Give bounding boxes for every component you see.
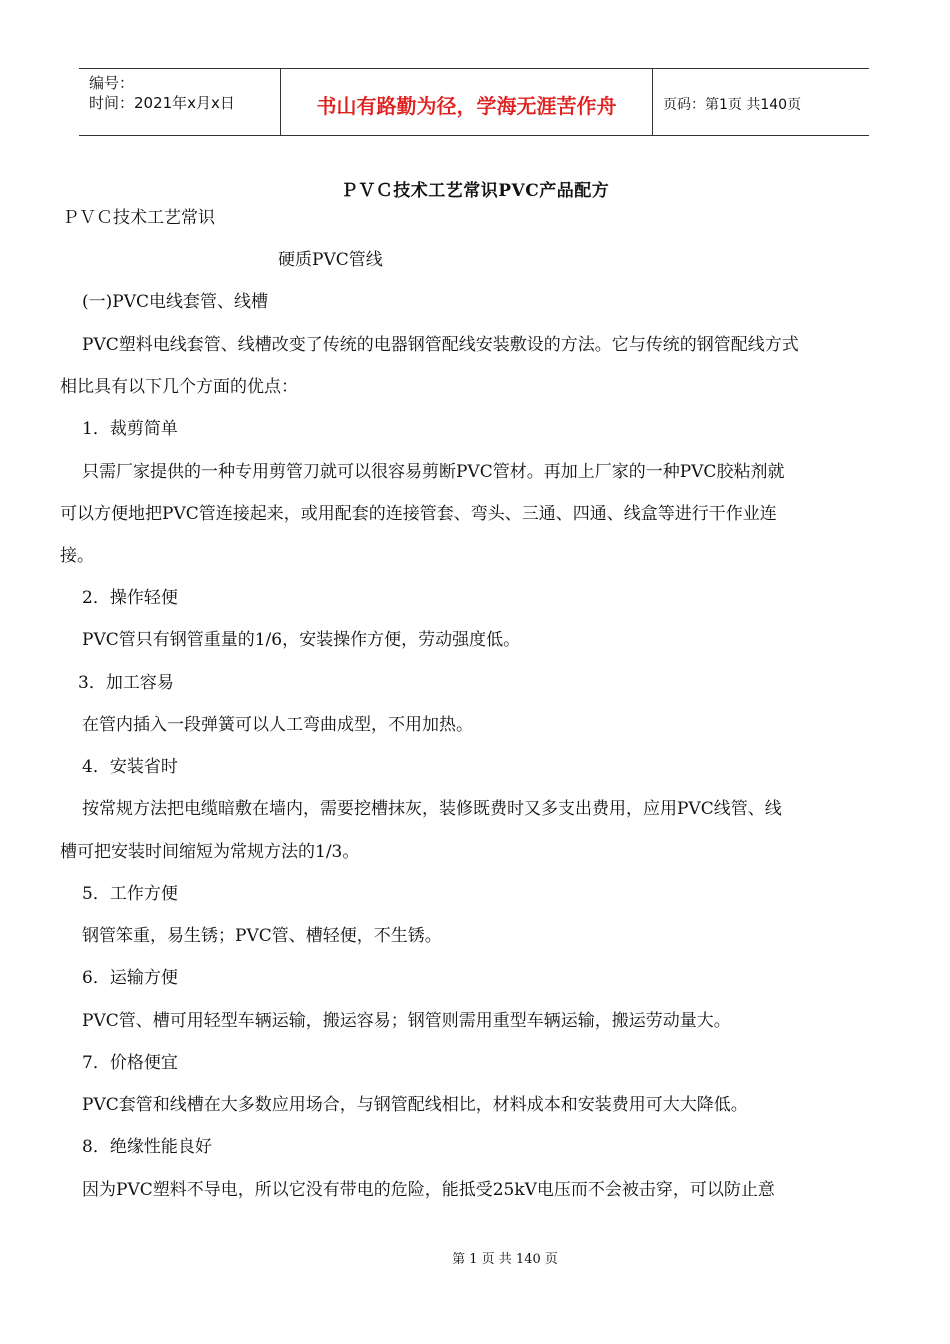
item-heading: 6．运输方便 (82, 968, 178, 988)
page-footer: 第 1 页 共 140 页 (452, 1252, 558, 1267)
document-time-label: 时间：2021年x月x日 (89, 94, 235, 112)
document-title: ＰＶＣ技术工艺常识PVC产品配方 (340, 181, 610, 201)
paragraph-line: 接。 (60, 546, 94, 566)
paragraph-line: PVC管、槽可用轻型车辆运输，搬运容易；钢管则需用重型车辆运输，搬运劳动量大。 (82, 1011, 731, 1031)
item-heading: 4．安装省时 (82, 757, 178, 777)
paragraph-line: 在管内插入一段弹簧可以人工弯曲成型，不用加热。 (82, 715, 473, 735)
paragraph-line: PVC套管和线槽在大多数应用场合，与钢管配线相比，材料成本和安装费用可大大降低。 (82, 1095, 748, 1115)
paragraph-line: 槽可把安装时间缩短为常规方法的1/3。 (60, 842, 360, 862)
paragraph-line: 按常规方法把电缆暗敷在墙内，需要挖槽抹灰，装修既费时又多支出费用，应用PVC线管、线 (82, 799, 782, 819)
header-motto: 书山有路勤为径，学海无涯苦作舟 (281, 69, 653, 135)
header-meta-cell (79, 69, 281, 135)
paragraph-line: PVC管只有钢管重量的1/6，安装操作方便，劳动强度低。 (82, 630, 521, 650)
section-heading: ＰＶＣ技术工艺常识 (62, 208, 215, 228)
document-number-label: 编号： (89, 74, 135, 92)
item-heading: 5．工作方便 (82, 884, 178, 904)
header-page-info: 页码：第1页 共140页 (663, 97, 802, 113)
part-heading: (一)PVC电线套管、线槽 (82, 292, 268, 312)
item-heading: 1．裁剪简单 (82, 419, 178, 439)
paragraph-line: PVC塑料电线套管、线槽改变了传统的电器钢管配线安装敷设的方法。它与传统的钢管配线方式 (82, 335, 799, 355)
paragraph-line: 相比具有以下几个方面的优点： (60, 377, 298, 397)
item-heading: 7．价格便宜 (82, 1053, 178, 1073)
paragraph-line: 钢管笨重，易生锈；PVC管、槽轻便，不生锈。 (82, 926, 442, 946)
item-heading: 8．绝缘性能良好 (82, 1137, 212, 1157)
paragraph-line: 因为PVC塑料不导电，所以它没有带电的危险，能抵受25kV电压而不会被击穿，可以防止意 (82, 1180, 775, 1200)
paragraph-line: 只需厂家提供的一种专用剪管刀就可以很容易剪断PVC管材。再加上厂家的一种PVC胶粘剂就 (82, 462, 785, 482)
item-heading: 2．操作轻便 (82, 588, 178, 608)
item-heading: 3．加工容易 (78, 673, 174, 693)
subheading: 硬质PVC管线 (278, 250, 383, 270)
document-header-table (79, 68, 869, 136)
paragraph-line: 可以方便地把PVC管连接起来，或用配套的连接管套、弯头、三通、四通、线盒等进行干作业连 (60, 504, 777, 524)
